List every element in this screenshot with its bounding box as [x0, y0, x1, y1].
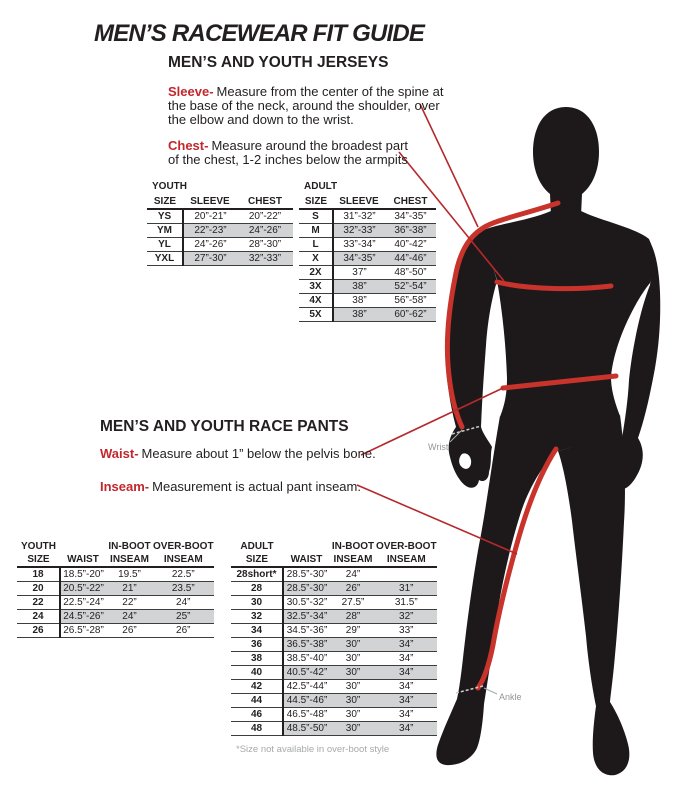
table-row [299, 294, 436, 308]
head-neck-shape [533, 107, 599, 221]
table-row [17, 567, 214, 582]
value-cell: 26” [106, 624, 153, 638]
value-cell: 34” [376, 722, 437, 736]
value-cell: 34”-35” [385, 209, 436, 224]
value-cell: 38” [333, 294, 385, 308]
value-cell: 24” [153, 596, 214, 610]
value-cell: 44”-46” [385, 252, 436, 266]
table-row [299, 238, 436, 252]
table-row [299, 266, 436, 280]
size-cell: 32 [231, 610, 283, 624]
size-cell: 24 [17, 610, 60, 624]
value-cell: 23.5” [153, 582, 214, 596]
value-cell: 26.5”-28” [60, 624, 106, 638]
size-table [299, 195, 436, 322]
table-row [17, 624, 214, 638]
ankle-label: Ankle [499, 692, 522, 702]
size-cell: 36 [231, 638, 283, 652]
footnote: *Size not available in over-boot style [236, 744, 390, 755]
value-cell: 48”-50” [385, 266, 436, 280]
value-cell: 29” [330, 624, 376, 638]
value-cell: 20”-22” [237, 209, 293, 224]
value-cell: 34” [376, 638, 437, 652]
table-group-label: ADULT [304, 181, 338, 192]
value-cell: 28” [330, 610, 376, 624]
table-row [299, 209, 436, 224]
column-header: CHEST [385, 195, 436, 209]
youth-pants-size-table [17, 540, 214, 638]
value-cell: 32.5”-34” [283, 610, 330, 624]
value-cell: 36”-38” [385, 224, 436, 238]
size-cell: YS [147, 209, 183, 224]
table-row [231, 694, 437, 708]
value-cell: 27”-30” [183, 252, 237, 266]
youth-jersey-table-grid [147, 195, 293, 266]
value-cell: 40.5”-42” [283, 666, 330, 680]
adult-pants-table-grid [231, 540, 437, 736]
size-cell: 20 [17, 582, 60, 596]
sleeve-term: Sleeve- [168, 84, 214, 99]
column-header: CHEST [237, 195, 293, 209]
size-cell: YL [147, 238, 183, 252]
value-cell: 32”-33” [237, 252, 293, 266]
size-cell: 38 [231, 652, 283, 666]
value-cell: 27.5” [330, 596, 376, 610]
column-header: SIZE [299, 195, 333, 209]
column-header: SLEEVE [333, 195, 385, 209]
size-table [17, 540, 214, 638]
value-cell: 22.5” [153, 567, 214, 582]
size-cell: 40 [231, 666, 283, 680]
value-cell: 33” [376, 624, 437, 638]
value-cell: 21” [106, 582, 153, 596]
size-cell: 22 [17, 596, 60, 610]
size-cell: 26 [17, 624, 60, 638]
value-cell: 30” [330, 666, 376, 680]
column-header: SIZE [231, 553, 283, 567]
column-header: INSEAM [376, 553, 437, 567]
value-cell: 31” [376, 582, 437, 596]
column-header: YOUTH [21, 541, 56, 552]
value-cell: 24” [106, 610, 153, 624]
value-cell: 36.5”-38” [283, 638, 330, 652]
size-table [231, 540, 437, 736]
value-cell: 34” [376, 666, 437, 680]
value-cell: 24” [330, 567, 376, 582]
table-row [231, 624, 437, 638]
value-cell: 30” [330, 694, 376, 708]
value-cell: 56”-58” [385, 294, 436, 308]
column-header [283, 540, 330, 553]
value-cell: 48.5”-50” [283, 722, 330, 736]
value-cell: 24”-26” [183, 238, 237, 252]
inseam-term: Inseam- [100, 479, 150, 494]
value-cell: 40”-42” [385, 238, 436, 252]
column-header: SLEEVE [183, 195, 237, 209]
table-row [231, 708, 437, 722]
column-header: INSEAM [106, 553, 153, 567]
column-header: WAIST [283, 553, 330, 567]
adult-pants-size-table [231, 540, 437, 736]
value-cell: 34”-35” [333, 252, 385, 266]
size-cell: 2X [299, 266, 333, 280]
value-cell: 38” [333, 280, 385, 294]
table-row [299, 308, 436, 322]
value-cell: 38” [333, 308, 385, 322]
value-cell: 42.5”-44” [283, 680, 330, 694]
waist-instructions [100, 447, 376, 461]
size-cell: 48 [231, 722, 283, 736]
value-cell: 30” [330, 722, 376, 736]
table-row [147, 209, 293, 224]
table-row [17, 596, 214, 610]
value-cell: 30” [330, 638, 376, 652]
pants-section-heading: MEN’S AND YOUTH RACE PANTS [100, 418, 349, 435]
table-row [231, 680, 437, 694]
sleeve-text: Measure from the center of the spine at the base of the neck, around the shoulder, over the elbow and down to the wrist. [168, 84, 444, 127]
value-cell: 30” [330, 680, 376, 694]
size-cell: 42 [231, 680, 283, 694]
value-cell: 28.5”-30” [283, 582, 330, 596]
size-cell: L [299, 238, 333, 252]
column-header: SIZE [147, 195, 183, 209]
value-cell: 32” [376, 610, 437, 624]
value-cell: 24”-26” [237, 224, 293, 238]
table-row [231, 652, 437, 666]
value-cell: 37” [333, 266, 385, 280]
value-cell: 24.5”-26” [60, 610, 106, 624]
column-header: OVER-BOOT [153, 541, 214, 552]
value-cell: 28.5”-30” [283, 567, 330, 582]
size-cell: S [299, 209, 333, 224]
size-cell: 44 [231, 694, 283, 708]
table-row [231, 666, 437, 680]
table-row [299, 252, 436, 266]
value-cell: 44.5”-46” [283, 694, 330, 708]
value-cell: 34” [376, 694, 437, 708]
column-header: IN-BOOT [331, 541, 375, 552]
table-row [231, 596, 437, 610]
size-cell: 28 [231, 582, 283, 596]
left-arm-shape [445, 229, 497, 488]
page-title: MEN’S RACEWEAR FIT GUIDE [94, 20, 425, 47]
size-cell: YXL [147, 252, 183, 266]
value-cell: 30.5”-32” [283, 596, 330, 610]
size-cell: 5X [299, 308, 333, 322]
size-cell: 30 [231, 596, 283, 610]
sleeve-instructions [168, 85, 454, 126]
table-row [147, 224, 293, 238]
value-cell: 26” [330, 582, 376, 596]
column-header: OVER-BOOT [376, 541, 437, 552]
value-cell: 52”-54” [385, 280, 436, 294]
value-cell: 34” [376, 680, 437, 694]
size-cell: YM [147, 224, 183, 238]
jerseys-section-heading: MEN’S AND YOUTH JERSEYS [168, 54, 389, 71]
column-header: ADULT [240, 541, 274, 552]
inseam-text: Measurement is actual pant inseam. [152, 479, 361, 494]
value-cell: 34” [376, 652, 437, 666]
size-cell: M [299, 224, 333, 238]
table-row [231, 638, 437, 652]
value-cell: 26” [153, 624, 214, 638]
value-cell: 25” [153, 610, 214, 624]
wrist-label: Wrist [428, 442, 449, 452]
value-cell: 32”-33” [333, 224, 385, 238]
value-cell: 34.5”-36” [283, 624, 330, 638]
inseam-instructions [100, 480, 361, 494]
value-cell: 19.5” [106, 567, 153, 582]
value-cell: 20.5”-22” [60, 582, 106, 596]
table-row [147, 252, 293, 266]
value-cell: 30” [330, 652, 376, 666]
value-cell: 22”-23” [183, 224, 237, 238]
value-cell: 34” [376, 708, 437, 722]
value-cell: 18.5”-20” [60, 567, 106, 582]
table-row [17, 582, 214, 596]
table-row [231, 722, 437, 736]
column-header: IN-BOOT [108, 541, 151, 552]
value-cell: 31”-32” [333, 209, 385, 224]
table-row [147, 238, 293, 252]
value-cell: 28”-30” [237, 238, 293, 252]
table-row [231, 610, 437, 624]
size-cell: 3X [299, 280, 333, 294]
value-cell [376, 567, 437, 582]
column-header: INSEAM [330, 553, 376, 567]
size-cell: 4X [299, 294, 333, 308]
table-row [299, 224, 436, 238]
value-cell: 31.5” [376, 596, 437, 610]
youth-pants-table-grid [17, 540, 214, 638]
value-cell: 22.5”-24” [60, 596, 106, 610]
column-header: INSEAM [153, 553, 214, 567]
chest-instructions [168, 139, 422, 167]
table-group-label: YOUTH [152, 181, 187, 192]
youth-jersey-size-table [147, 181, 293, 266]
adult-jersey-table-grid [299, 195, 436, 322]
table-row [17, 610, 214, 624]
column-header [60, 540, 106, 553]
value-cell: 38.5”-40” [283, 652, 330, 666]
waist-text: Measure about 1” below the pelvis bone. [141, 446, 376, 461]
size-cell: 46 [231, 708, 283, 722]
chest-text: Measure around the broadest part of the chest, 1-2 inches below the armpits [168, 138, 409, 167]
column-header: WAIST [60, 553, 106, 567]
size-cell: 18 [17, 567, 60, 582]
value-cell: 46.5”-48” [283, 708, 330, 722]
table-row [231, 582, 437, 596]
value-cell: 60”-62” [385, 308, 436, 322]
value-cell: 33”-34” [333, 238, 385, 252]
column-header: SIZE [17, 553, 60, 567]
table-row [299, 280, 436, 294]
value-cell: 22” [106, 596, 153, 610]
size-cell: X [299, 252, 333, 266]
value-cell: 20”-21” [183, 209, 237, 224]
right-leg-shape [558, 415, 629, 775]
chest-term: Chest- [168, 138, 209, 153]
size-table [147, 195, 293, 266]
size-cell: 34 [231, 624, 283, 638]
adult-jersey-size-table [299, 181, 436, 322]
table-row [231, 567, 437, 582]
value-cell: 30” [330, 708, 376, 722]
size-cell: 28short* [231, 567, 283, 582]
waist-term: Waist- [100, 446, 139, 461]
